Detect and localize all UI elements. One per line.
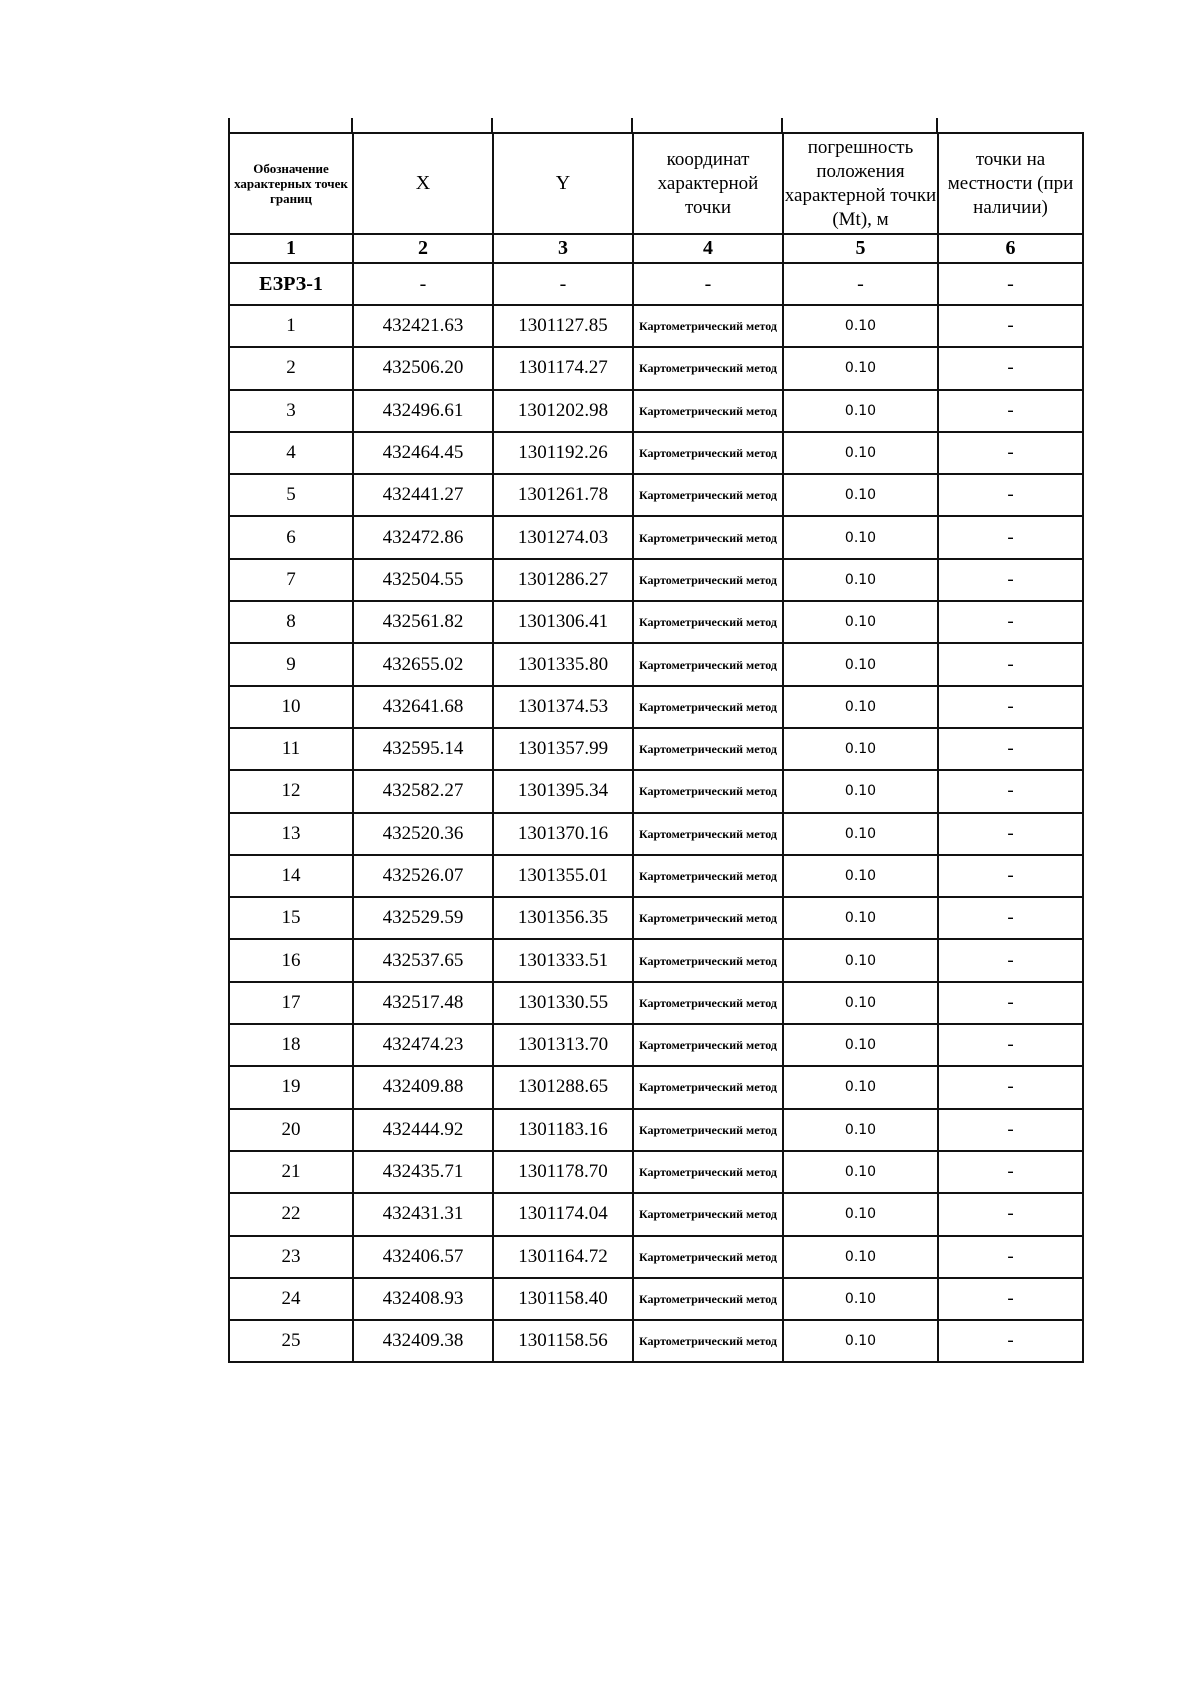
group-description: - [938,263,1083,305]
point-number: 12 [229,770,353,812]
point-method: Картометрический метод [633,939,783,981]
column-number: 5 [783,234,938,263]
point-y: 1301355.01 [493,855,633,897]
point-y: 1301356.35 [493,897,633,939]
point-x: 432444.92 [353,1109,493,1151]
point-method: Картометрический метод [633,1193,783,1235]
point-x: 432409.38 [353,1320,493,1362]
point-y: 1301306.41 [493,601,633,643]
point-description: - [938,770,1083,812]
header-x: X [353,133,493,234]
point-x: 432441.27 [353,474,493,516]
point-y: 1301202.98 [493,390,633,432]
point-x: 432561.82 [353,601,493,643]
point-x: 432421.63 [353,305,493,347]
point-number: 8 [229,601,353,643]
point-description: - [938,1320,1083,1362]
point-x: 432435.71 [353,1151,493,1193]
point-method: Картометрический метод [633,897,783,939]
point-description: - [938,305,1083,347]
point-error: 0.10 [783,347,938,389]
point-description: - [938,1151,1083,1193]
point-method: Картометрический метод [633,1024,783,1066]
table-row [229,432,1083,474]
point-error: 0.10 [783,643,938,685]
point-number: 23 [229,1236,353,1278]
column-number: 3 [493,234,633,263]
point-method: Картометрический метод [633,1066,783,1108]
group-error: - [783,263,938,305]
point-description: - [938,1066,1083,1108]
point-error: 0.10 [783,390,938,432]
point-method: Картометрический метод [633,432,783,474]
point-y: 1301333.51 [493,939,633,981]
point-method: Картометрический метод [633,728,783,770]
point-error: 0.10 [783,770,938,812]
point-error: 0.10 [783,1024,938,1066]
point-x: 432526.07 [353,855,493,897]
point-number: 6 [229,516,353,558]
point-y: 1301192.26 [493,432,633,474]
point-number: 25 [229,1320,353,1362]
table-row [229,643,1083,685]
point-y: 1301370.16 [493,813,633,855]
table-row [229,305,1083,347]
group-method: - [633,263,783,305]
point-y: 1301288.65 [493,1066,633,1108]
table-row [229,1236,1083,1278]
point-y: 1301127.85 [493,305,633,347]
point-number: 19 [229,1066,353,1108]
point-method: Картометрический метод [633,474,783,516]
point-description: - [938,559,1083,601]
point-description: - [938,474,1083,516]
table-row [229,982,1083,1024]
point-description: - [938,432,1083,474]
table-row [229,474,1083,516]
header-description: точки на местности (при наличии) [938,133,1083,234]
header-point-designation: Обозначение характерных точек границ [229,133,353,234]
point-x: 432582.27 [353,770,493,812]
point-x: 432406.57 [353,1236,493,1278]
point-number: 1 [229,305,353,347]
point-error: 0.10 [783,1109,938,1151]
point-x: 432408.93 [353,1278,493,1320]
column-number: 4 [633,234,783,263]
point-y: 1301395.34 [493,770,633,812]
point-number: 18 [229,1024,353,1066]
table-border-stub [228,118,230,132]
table-row [229,728,1083,770]
table-border-stub [351,118,353,132]
table-row [229,855,1083,897]
point-x: 432472.86 [353,516,493,558]
point-number: 9 [229,643,353,685]
point-method: Картометрический метод [633,855,783,897]
point-x: 432655.02 [353,643,493,685]
point-method: Картометрический метод [633,601,783,643]
point-description: - [938,855,1083,897]
point-number: 21 [229,1151,353,1193]
point-x: 432431.31 [353,1193,493,1235]
point-x: 432517.48 [353,982,493,1024]
table-row [229,1066,1083,1108]
point-method: Картометрический метод [633,516,783,558]
point-method: Картометрический метод [633,982,783,1024]
column-number: 2 [353,234,493,263]
header-y: Y [493,133,633,234]
point-method: Картометрический метод [633,686,783,728]
point-error: 0.10 [783,813,938,855]
point-method: Картометрический метод [633,1151,783,1193]
point-number: 11 [229,728,353,770]
point-method: Картометрический метод [633,390,783,432]
point-description: - [938,897,1083,939]
point-y: 1301313.70 [493,1024,633,1066]
point-description: - [938,939,1083,981]
point-description: - [938,813,1083,855]
point-x: 432506.20 [353,347,493,389]
point-number: 2 [229,347,353,389]
point-description: - [938,982,1083,1024]
table-row [229,347,1083,389]
point-method: Картометрический метод [633,559,783,601]
table-border-stub [631,118,633,132]
point-number: 15 [229,897,353,939]
point-number: 13 [229,813,353,855]
point-number: 7 [229,559,353,601]
table-row [229,559,1083,601]
table-row [229,1320,1083,1362]
column-number: 6 [938,234,1083,263]
point-error: 0.10 [783,728,938,770]
point-method: Картометрический метод [633,1109,783,1151]
point-error: 0.10 [783,516,938,558]
group-x: - [353,263,493,305]
point-x: 432409.88 [353,1066,493,1108]
point-method: Картометрический метод [633,305,783,347]
point-x: 432520.36 [353,813,493,855]
point-description: - [938,347,1083,389]
table-row [229,686,1083,728]
point-number: 20 [229,1109,353,1151]
point-description: - [938,390,1083,432]
table-border-stub [781,118,783,132]
table-row [229,939,1083,981]
point-y: 1301274.03 [493,516,633,558]
point-error: 0.10 [783,982,938,1024]
point-description: - [938,686,1083,728]
point-description: - [938,601,1083,643]
point-description: - [938,516,1083,558]
point-error: 0.10 [783,1236,938,1278]
point-error: 0.10 [783,897,938,939]
point-x: 432504.55 [353,559,493,601]
point-number: 5 [229,474,353,516]
point-number: 24 [229,1278,353,1320]
point-x: 432496.61 [353,390,493,432]
point-y: 1301174.27 [493,347,633,389]
coordinates-table [228,132,1084,1363]
table-row [229,1024,1083,1066]
point-method: Картометрический метод [633,643,783,685]
point-x: 432537.65 [353,939,493,981]
point-error: 0.10 [783,1193,938,1235]
point-x: 432474.23 [353,1024,493,1066]
point-y: 1301158.56 [493,1320,633,1362]
point-y: 1301374.53 [493,686,633,728]
point-y: 1301261.78 [493,474,633,516]
point-description: - [938,1278,1083,1320]
point-error: 0.10 [783,432,938,474]
group-name: ЕЗРЗ-1 [229,263,353,305]
point-y: 1301158.40 [493,1278,633,1320]
point-number: 16 [229,939,353,981]
point-description: - [938,1236,1083,1278]
point-y: 1301164.72 [493,1236,633,1278]
point-description: - [938,1193,1083,1235]
point-x: 432595.14 [353,728,493,770]
point-method: Картометрический метод [633,770,783,812]
point-number: 3 [229,390,353,432]
point-method: Картометрический метод [633,1320,783,1362]
table-row [229,601,1083,643]
point-error: 0.10 [783,1151,938,1193]
table-row [229,770,1083,812]
point-number: 4 [229,432,353,474]
point-y: 1301357.99 [493,728,633,770]
point-number: 14 [229,855,353,897]
point-description: - [938,728,1083,770]
point-method: Картометрический метод [633,813,783,855]
table-row [229,813,1083,855]
point-number: 17 [229,982,353,1024]
table-border-stub [491,118,493,132]
point-y: 1301174.04 [493,1193,633,1235]
point-error: 0.10 [783,1278,938,1320]
point-description: - [938,1109,1083,1151]
table-row [229,516,1083,558]
point-x: 432641.68 [353,686,493,728]
point-error: 0.10 [783,559,938,601]
header-row [229,133,1083,234]
header-error: погрешность положения характерной точки (Mt), м [783,133,938,234]
point-method: Картометрический метод [633,347,783,389]
point-x: 432529.59 [353,897,493,939]
point-description: - [938,1024,1083,1066]
table-row [229,1109,1083,1151]
point-description: - [938,643,1083,685]
table-row [229,390,1083,432]
point-error: 0.10 [783,939,938,981]
point-y: 1301178.70 [493,1151,633,1193]
point-y: 1301286.27 [493,559,633,601]
point-number: 22 [229,1193,353,1235]
point-y: 1301335.80 [493,643,633,685]
point-method: Картометрический метод [633,1236,783,1278]
column-number: 1 [229,234,353,263]
column-number-row [229,234,1083,263]
header-method: координат характерной точки [633,133,783,234]
point-method: Картометрический метод [633,1278,783,1320]
point-y: 1301330.55 [493,982,633,1024]
table-row [229,1193,1083,1235]
point-error: 0.10 [783,474,938,516]
group-y: - [493,263,633,305]
point-y: 1301183.16 [493,1109,633,1151]
point-error: 0.10 [783,1066,938,1108]
point-error: 0.10 [783,601,938,643]
point-error: 0.10 [783,305,938,347]
point-x: 432464.45 [353,432,493,474]
group-row [229,263,1083,305]
table-border-stub [936,118,938,132]
table-row [229,897,1083,939]
point-number: 10 [229,686,353,728]
point-error: 0.10 [783,855,938,897]
point-error: 0.10 [783,1320,938,1362]
table-row [229,1278,1083,1320]
table-row [229,1151,1083,1193]
point-error: 0.10 [783,686,938,728]
